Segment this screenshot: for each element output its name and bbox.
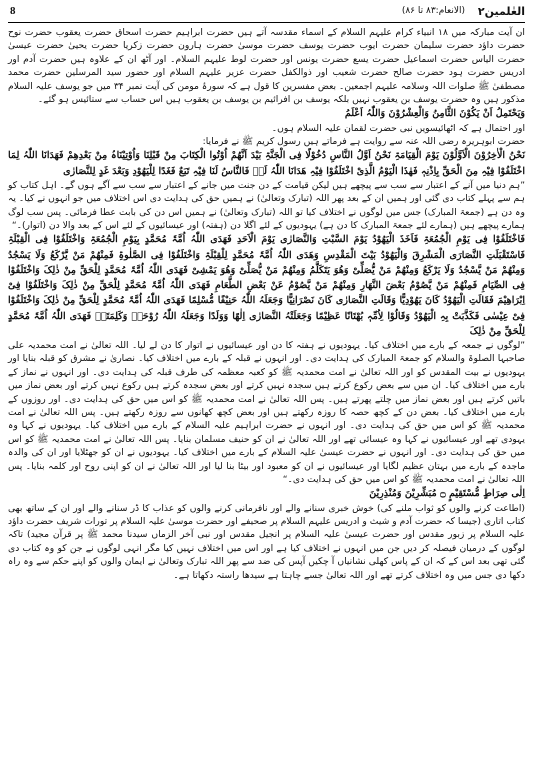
verse-translation: (اطاعت کرنے والوں کو ثواب ملنے کی) خوش خبری سنانے والے اور نافرمانی کرنے والوں کو عذاب کا ڈر سنانے والے اور ان کے ساتھ بھی کتاب اتاری (جیسا کہ حضرت آدم و شیث و ادریس علیہم السلام پر صحیفے اور حضرت موسیٰ علیہ السلام پر تورات شریف حضرت داؤد علیہ السلام پر زبور مقدس اور حضرت عیسیٰ علیہ السلام پر انجیل مقدس اور نبی آخر الزماں سیدنا محمد ﷺ پر قرآن مجید) تاکہ لوگوں کے درمیان فیصلہ کر دیں جن میں انہوں نے اختلاف کیا ہے اور اس میں اختلاف نہیں کیا مگر انہی لوگوں نے جن کو وہ کتاب دی گئی تھی بعد اس کے کہ ان کے پاس کھلی نشانیاں آ چکیں آپس کی ضد سے پھر اللہ تبارک وتعالیٰ نے ایمان والوں کو اپنے حکم سے وہ راہ دکھا دی جس میں وہ اختلاف کرتے تھے اور اللہ تعالیٰ جسے چاہتا ہے سیدھا راستہ دکھاتا ہے۔: [8, 502, 525, 581]
verse-continuation: اِلٰی صِرَاطٍ مُّسْتَقِیْمٍ ۝ مُبَشِّرِیْنَ وَمُنْذِرِیْنَ: [369, 488, 525, 500]
page-body: [8, 26, 525, 582]
hadith-translation-1: ”ہم دنیا میں آنے کے اعتبار سے سب سے پیچھے ہیں لیکن قیامت کے دن جنت میں جانے کے اعتبار سے سب سے آگے ہوں گے۔ اہل کتاب کو ہم سے پہلے کتاب دی گئی اور ہمیں ان کے بعد پھر اللہ (تبارک وتعالیٰ) نے ہمیں حق کی ہدایت دی اس اختلاف میں جو انہوں نے کیا۔ یہ وہ دن ہے (جمعۃ المبارک) جس میں لوگوں نے اختلاف کیا تو اللہ (تبارک وتعالیٰ) نے ہمیں اس دن کی بابت عطا فرمائی۔ پس سب لوگ ہمارے پیچھے ہیں (ہمارے لئے جمعۃ المبارک کا دن ہے) یہودیوں کے لئے اگلا دن (ہفتہ) اور عیسائیوں کے لئے اس کے بعد والا دن (اتوار)۔“: [8, 179, 525, 232]
hadith-intro: حضرت ابوہریرہ رضی اللہ عنہ سے روایت ہے فرماتے ہیں رسول کریم ﷺ نے فرمایا:: [202, 136, 525, 148]
hadith-arabic-1: نَحْنُ الْاٰخِرُوْنَ الْاَوَّلُوْنَ یَوْمَ الْقِیَامَۃِ نَحْنُ اَوَّلُ النَّاسِ دُخُوْلًا فِی الْجَنَّۃِ بَیْدَ اَنَّھُمْ اُوْتُوا الْکِتَابَ مِنْ قَبْلِنَا وَاُوْتِیْنَاہُ مِنْ بَعْدِھِمْ فَھَدَانَا اللّٰہُ لِمَا اخْتَلَفُوْا فِیْہِ مِنَ الْحَقِّ بِاِذْنِہٖ فَھٰذَا الْیَوْمُ الَّذِیْ اخْتَلَفُوْا فِیْہِ ھَدَانَا اللّٰہُ لَہٗ فَالنَّاسُ لَنَا فِیْہِ تَبَعٌ فَغَدًا لِلْیَھُوْدِ وَبَعْدَ غَدٍ لِلنَّصَارٰی: [8, 150, 525, 177]
page-number: 8: [10, 5, 16, 17]
verse-reference: (الانعام:۸۳ تا ۸۶): [401, 6, 465, 16]
running-title: العٰلمین۲: [477, 5, 525, 18]
paragraph-possibility: اور احتمال ہے کہ اٹھائیسویں نبی حضرت لقمان علیہ السلام ہوں۔: [271, 122, 525, 134]
hadith-translation-2: ”لوگوں نے جمعہ کے بارے میں اختلاف کیا۔ یہودیوں نے ہفتہ کا دن اور عیسائیوں نے اتوار کا دن لے لیا۔ اللہ تعالیٰ نے امت محمدیہ علی صاحبہا الصلوۃ والسلام کو جمعۃ المبارک کی ہدایت دی۔ اور انہوں نے قبلہ کے بارے میں اختلاف کیا۔ نصاریٰ نے مشرق کو قبلہ بنایا اور یہودیوں نے بیت المقدس کو اور اللہ تعالیٰ نے امت محمدیہ ﷺ کو کعبہ معظمہ کی طرف قبلہ کی ہدایت دی۔ اور انہوں نے نماز کے بارے میں اختلاف کیا۔ ان میں سے بعض رکوع کرتے ہیں سجدہ نہیں کرتے اور بعض سجدہ کرتے ہیں رکوع نہیں کرتے اور بعض نماز میں باتیں کرتے ہیں اور بعض نماز میں چلتے پھرتے ہیں۔ پس اللہ تعالیٰ نے امت محمدیہ ﷺ کو اس میں حق کی ہدایت دی۔ اور روزوں کے بارے میں اختلاف کیا۔ بعض دن کے کچھ حصہ کا روزہ رکھتے ہیں اور بعض کچھ کھانوں سے روزہ رکھتے ہیں۔ پس اللہ تعالیٰ نے امت محمدیہ ﷺ کو اس میں حق کی ہدایت دی۔ اور انہوں نے حضرت ابراہیم علیہ السلام کے بارے میں اختلاف کیا۔ یہودیوں نے کہا وہ یہودی تھے اور عیسائیوں نے کہا وہ عیسائی تھے اور اللہ تعالیٰ نے ان کو حنیف مسلمان بنایا۔ پس اللہ تعالیٰ نے امت محمدیہ ﷺ کو اس میں حق کی ہدایت دی۔ اور انہوں نے حضرت عیسیٰ علیہ السلام کے بارے میں اختلاف کیا۔ یہودیوں نے ان کو جھٹلایا اور ان کی والدہ ماجدہ کے بارے میں بہتان عظیم لگایا اور عیسائیوں نے ان کو معبود اور بیٹا بنا لیا اور اللہ تعالیٰ نے ان کو اپنی روح اور کلمہ بنایا۔ پس اللہ تعالیٰ نے امت محمدیہ ﷺ کو اس میں حق کی ہدایت دی۔“: [8, 339, 525, 485]
paragraph-prophets-list: ان آیت مبارکہ میں ۱۸ انبیاء کرام علیہم السلام کے اسماء مقدسہ آتے ہیں حضرت ابراہیم حضرت اسحاق حضرت یعقوب حضرت نوح حضرت داؤد حضرت سلیمان حضرت ایوب حضرت یوسف حضرت موسیٰ حضرت ہارون حضرت زکریا حضرت یحییٰ حضرت عیسیٰ حضرت الیاس حضرت اسماعیل حضرت یسع حضرت یونس اور حضرت لوط علیہم السلام۔ اور آٹھ ان کے علاوہ ہیں حضرت آدم اور ادریس حضرت ہود حضرت صالح حضرت شعیب اور ذوالکفل حضرت عزیر علیہم السلام اور حضور سید المرسلین حضرت محمد مصطفیٰ ﷺ صلوات اللہ وسلامہ علیہم اجمعین۔ بعض مفسرین کا قول ہے کہ سورۂ مومن کی آیت نمبر ۳۴ میں جو یوسف علیہ السلام مذکور ہیں وہ حضرت یوسف بن یعقوب نہیں بلکہ یوسف بن افرائیم بن یوسف بن یعقوب ہیں اس حساب سے ستائیس ہو گئے۔: [8, 27, 526, 106]
arabic-quote-1: وَیَحْتَمِلُ اَنْ یَکُوْنَ الثَّامِنُ وَالْعِشْرُوْنَ وَاللّٰہُ اَعْلَمُ: [344, 108, 525, 120]
page-header: [8, 4, 525, 23]
hadith-arabic-2: فَاخْتَلَفُوْا فِی یَوْمِ الْجُمُعَۃِ فَاَخَذَ الْیَھُوْدُ یَوْمَ السَّبْتِ وَالنَّصَارٰی یَوْمَ الْاَحَدِ فَھَدَی اللّٰہُ اُمَّۃَ مُحَمَّدٍ بِیَوْمِ الْجُمُعَۃِ وَاخْتَلَفُوْا فِی الْقِبْلَۃِ فَاسْتَقْبَلَتِ النَّصَارَی الْمَشْرِقَ وَالْیَھُوْدُ بَیْتَ الْمَقْدِسِ وَھَدَی اللّٰہُ اُمَّۃَ مُحَمَّدٍ لِلْقِبْلَۃِ وَاخْتَلَفُوْا فِی الصَّلٰوۃِ فَمِنْھُمْ مَنْ یَّرْکَعُ وَلَا یَسْجُدُ وَمِنْھُمْ مَنْ یَّسْجُدُ وَلَا یَرْکَعُ وَمِنْھُمْ مَنْ یُّصَلِّیْ وَھُوَ یَتَکَلَّمُ وَمِنْھُمْ مَنْ یُّصَلِّیْ وَھُوَ یَمْشِیْ فَھَدَی اللّٰہُ اُمَّۃَ مُحَمَّدٍ لِلْحَقِّ مِنْ ذٰلِکَ وَاخْتَلَفُوْا فِی الصِّیَامِ فَمِنْھُمْ مَنْ یَّصُوْمُ بَعْضَ النَّھَارِ وَمِنْھُمْ مَنْ یَّصُوْمُ عَنْ بَعْضِ الطَّعَامِ فَھَدَی اللّٰہُ اُمَّۃَ مُحَمَّدٍ لِلْحَقِّ مِنْ ذٰلِکَ وَاخْتَلَفُوْا فِیْ اِبْرَاھِیْمَ فَقَالَتِ الْیَھُوْدُ کَانَ یَھُوْدِیًّا وَقَالَتِ النَّصَارٰی کَانَ نَصْرَانِیًّا وَجَعَلَہُ اللّٰہُ حَنِیْفًا مُّسْلِمًا فَھَدَی اللّٰہُ اُمَّۃَ مُحَمَّدٍ لِلْحَقِّ مِنْ ذٰلِکَ وَاخْتَلَفُوْا فِیْ عِیْسٰی فَکَذَّبَتْ بِہِ الْیَھُوْدُ وَقَالُوْا لِاُمِّہٖ بُھْتَانًا عَظِیْمًا وَجَعَلَتْہُ النَّصَارٰی اِلٰھًا وَوَلَدًا وَجَعَلَہُ اللّٰہُ رُوْحَہٗ وَکَلِمَتَہٗ فَھَدَی اللّٰہُ اُمَّۃَ مُحَمَّدٍ لِلْحَقِّ مِنْ ذٰلِکَ: [8, 234, 525, 337]
